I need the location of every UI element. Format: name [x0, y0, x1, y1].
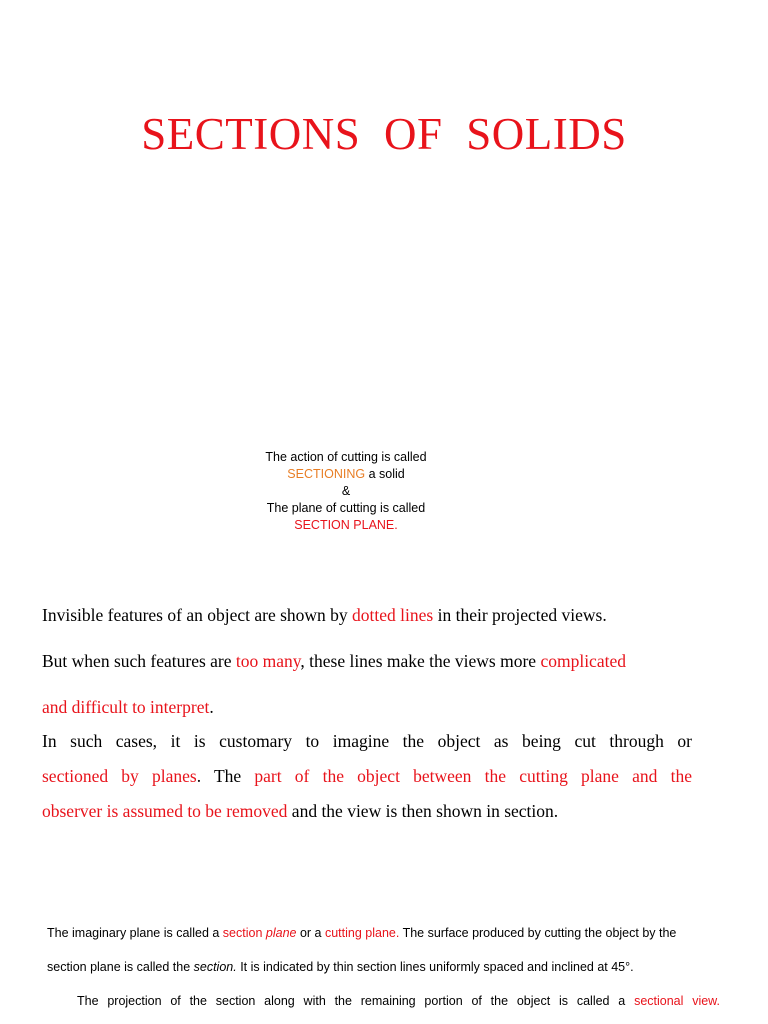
definition-line-1: The action of cutting is called	[265, 450, 427, 464]
paragraph-dotted-lines	[42, 598, 692, 633]
p4-line-2	[42, 759, 692, 794]
p5-text-i: The projection of the section along with the remaining portion of the object is called a	[77, 994, 635, 1008]
too-many-term: too many	[235, 651, 301, 671]
section-italic-term: section.	[193, 960, 237, 974]
dotted-lines-term: dotted lines	[352, 605, 434, 625]
p3-period: .	[209, 697, 214, 717]
p2-text-a: But when such features are	[42, 651, 236, 671]
p5-text-a: The imaginary plane is called a	[47, 926, 223, 940]
cutting-plane-term: cutting plane.	[324, 926, 400, 940]
definition-line-4: The plane of cutting is called	[266, 501, 426, 515]
p5-text-or: or a	[296, 926, 325, 940]
p4-text-end: and the view is then shown in section.	[287, 801, 559, 821]
p4-text-the: . The	[196, 766, 255, 786]
part-of-object-term: part of the object between the cutting plane and the	[254, 766, 692, 786]
p2-text-c: , these lines make the views more	[300, 651, 541, 671]
p4-line-3	[42, 794, 692, 829]
plane-term: plane	[265, 926, 297, 940]
p5-line-2	[47, 959, 720, 976]
page-title: SECTIONS OF SOLIDS	[141, 109, 627, 159]
p5-line-3	[77, 993, 720, 1010]
ampersand: &	[341, 484, 351, 498]
paragraph-difficult	[42, 690, 692, 725]
difficult-term: and difficult to interpret	[42, 697, 210, 717]
sectioning-term: SECTIONING	[287, 467, 366, 481]
sectional-view-term: sectional view.	[634, 994, 720, 1008]
sectioned-by-planes-term: sectioned by planes	[42, 766, 197, 786]
p1-text-a: Invisible features of an object are shown by	[42, 605, 353, 625]
definition-line-2	[196, 466, 496, 483]
p4-line-1: In such cases, it is customary to imagine the object as being cut through or	[42, 731, 692, 751]
p5-text-f: The surface produced by cutting the object by the	[399, 926, 677, 940]
complicated-term: complicated	[540, 651, 626, 671]
section-term: section	[222, 926, 266, 940]
p1-text-c: in their projected views.	[433, 605, 607, 625]
paragraph-too-many	[42, 644, 692, 679]
p5-line-1	[47, 925, 720, 942]
observer-removed-term: observer is assumed to be removed	[42, 801, 288, 821]
p5-line-3-inner	[77, 993, 720, 1010]
p5-text-h: It is indicated by thin section lines uniformly spaced and inclined at 45°.	[236, 960, 634, 974]
section-plane-term: SECTION PLANE.	[294, 518, 398, 532]
a-solid-text: a solid	[365, 467, 405, 481]
p5-text-g: section plane is called the	[47, 960, 194, 974]
definition-block	[196, 449, 496, 534]
paragraph-sectioned	[42, 724, 692, 829]
